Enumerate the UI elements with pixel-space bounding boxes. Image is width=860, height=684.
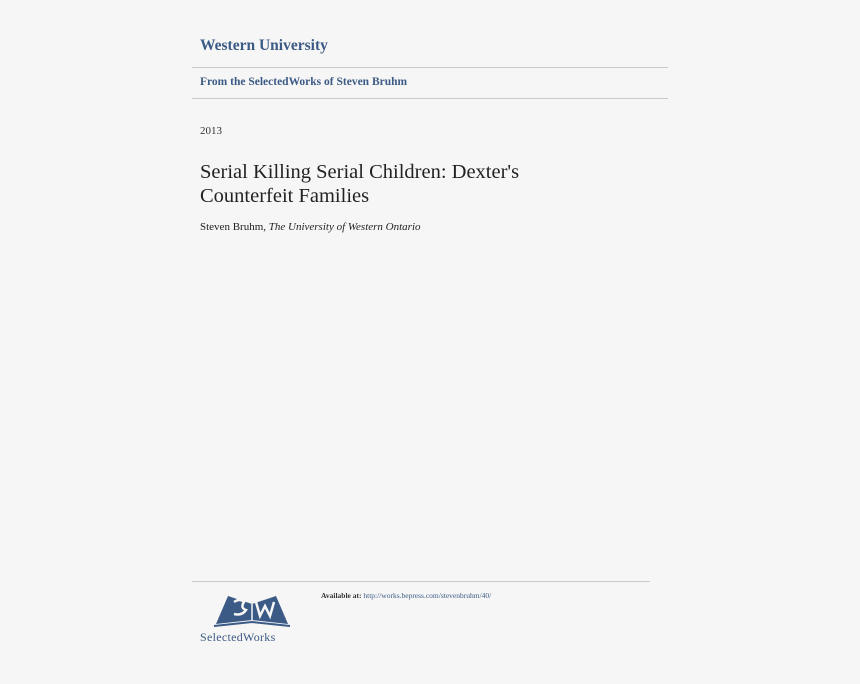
institution-name: Western University: [200, 37, 328, 54]
author-line: [200, 221, 421, 233]
title-line-1: Serial Killing Serial Children: Dexter's: [200, 161, 520, 183]
author-affiliation: The University of Western Ontario: [268, 221, 421, 233]
header-divider-bottom: [192, 98, 668, 99]
available-label: Available at:: [321, 591, 362, 600]
open-book-icon: [212, 590, 292, 628]
availability-line: [321, 591, 491, 600]
series-link[interactable]: From the SelectedWorks of Steven Bruhm: [200, 76, 408, 88]
publication-year: 2013: [200, 125, 222, 137]
logo-wordmark: SelectedWorks: [200, 630, 276, 644]
footer-divider: [192, 581, 650, 582]
title-line-2: Counterfeit Families: [200, 185, 370, 207]
document-title: [200, 160, 600, 208]
selectedworks-logo: [198, 590, 318, 650]
header-divider-top: [192, 67, 668, 68]
author-name: Steven Bruhm,: [200, 221, 266, 233]
available-url-link[interactable]: http://works.bepress.com/stevenbruhm/40/: [363, 591, 492, 600]
